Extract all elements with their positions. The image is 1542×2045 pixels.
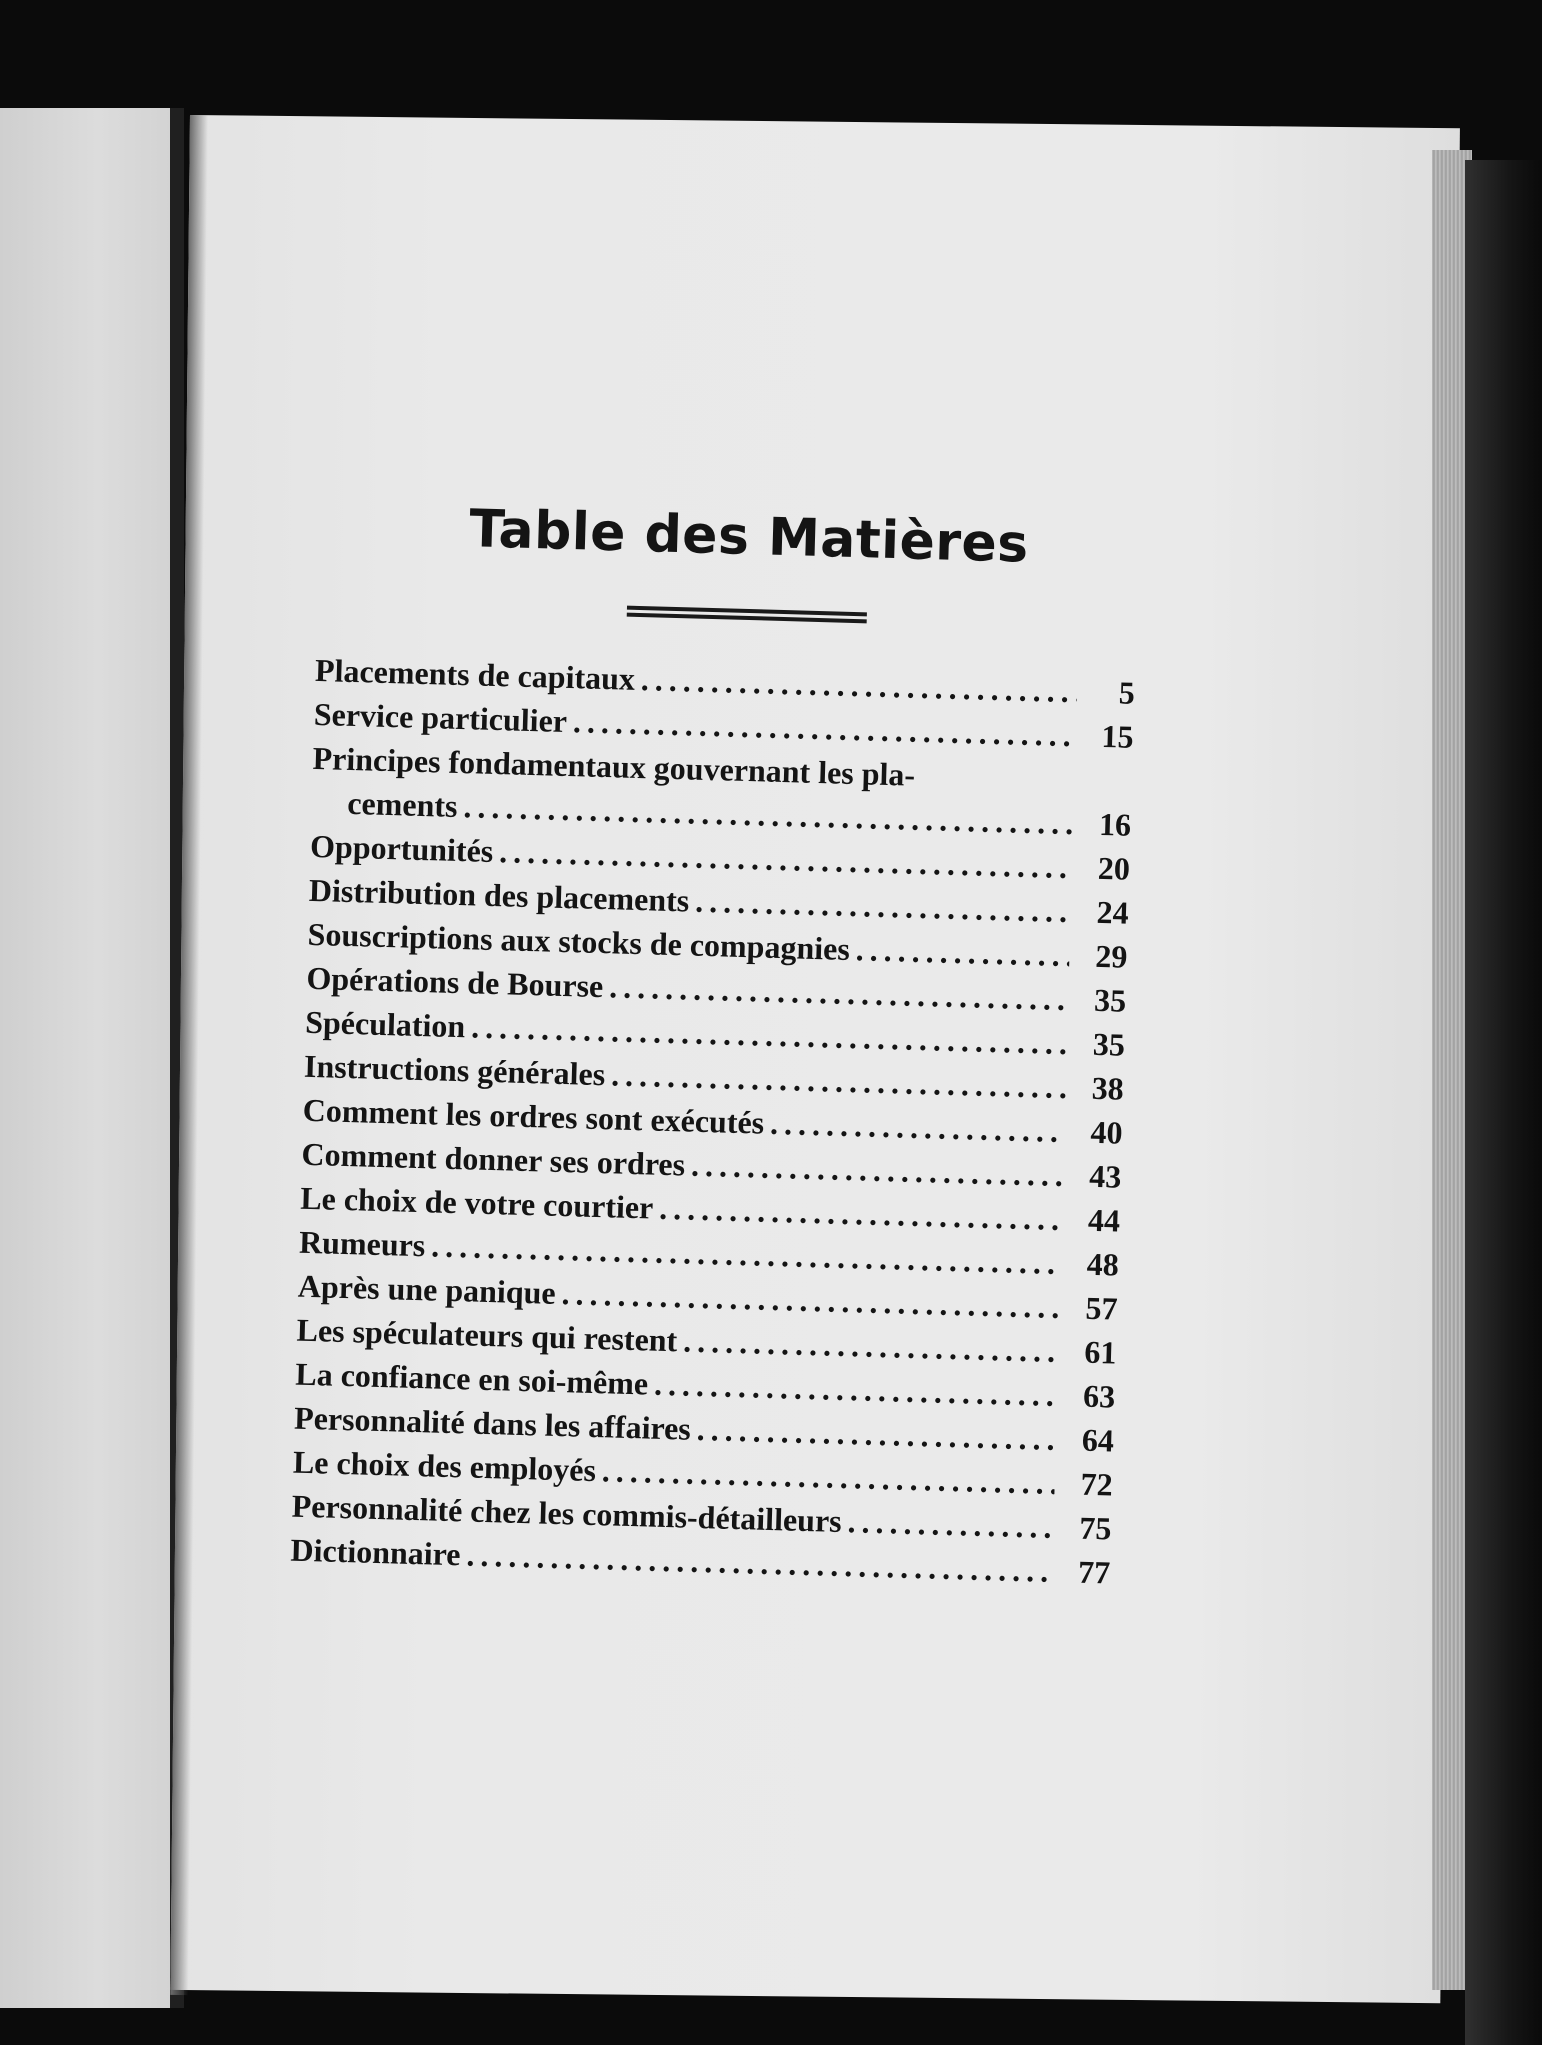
toc-entry-title: La confiance en soi-même (294, 1355, 649, 1402)
toc-entry-page: 40 (1090, 1113, 1124, 1151)
toc-entry-page: 35 (1093, 981, 1127, 1019)
toc-entry-page: 64 (1081, 1421, 1115, 1459)
toc-entry-title: Distribution des placements (308, 871, 690, 919)
toc-entry-page: 48 (1086, 1245, 1120, 1283)
toc-entry-page: 44 (1087, 1201, 1121, 1239)
title-rule (627, 606, 867, 624)
book-cover-edge (1465, 160, 1542, 2045)
toc-leader-dots (847, 1499, 1054, 1549)
toc-entry-page: 57 (1085, 1289, 1119, 1327)
toc-entry-page: 20 (1097, 849, 1131, 887)
table-of-contents (290, 495, 1140, 1594)
toc-entry-title: Les spéculateurs qui restent (296, 1311, 678, 1359)
toc-list (290, 648, 1135, 1595)
toc-entry-page: 15 (1101, 717, 1135, 755)
toc-entry-page: 63 (1082, 1377, 1116, 1415)
toc-entry-page: 16 (1098, 805, 1132, 843)
toc-entry-title: Le choix des employés (292, 1443, 597, 1489)
toc-entry-page: 43 (1088, 1157, 1122, 1195)
toc-entry-title: Principes fondamentaux gouvernant les pla- (312, 739, 916, 793)
toc-entry-title: Personnalité chez les commis-détailleurs (291, 1487, 843, 1539)
toc-entry-page: 75 (1078, 1509, 1112, 1547)
toc-entry-title: Personnalité dans les affaires (293, 1399, 692, 1447)
page-title: Table des Matières (468, 499, 1030, 575)
toc-entry-page: 29 (1094, 937, 1128, 975)
toc-entry-page: 61 (1083, 1333, 1117, 1371)
toc-entry-title: Instructions générales (303, 1047, 606, 1093)
toc-entry-title: Service particulier (313, 695, 568, 739)
toc-entry-title: Opérations de Bourse (306, 959, 604, 1005)
toc-entry-page: 72 (1080, 1465, 1114, 1503)
toc-entry-page: 24 (1096, 893, 1130, 931)
toc-entry-title: Comment les ordres sont exécutés (302, 1091, 765, 1141)
toc-entry-page: 35 (1092, 1025, 1126, 1063)
toc-entry-title: Comment donner ses ordres (301, 1135, 686, 1183)
toc-entry-page: 38 (1091, 1069, 1125, 1107)
toc-entry-title: Placements de capitaux (314, 651, 636, 697)
toc-entry-title: Dictionnaire (290, 1531, 462, 1573)
toc-entry-title: Après une panique (297, 1267, 557, 1311)
toc-leader-dots (855, 927, 1070, 977)
toc-entry-page: 77 (1077, 1553, 1111, 1591)
toc-entry-continuation: cements (346, 784, 459, 824)
toc-entry-title: Rumeurs (298, 1223, 426, 1264)
toc-entry-title: Opportunités (309, 827, 494, 869)
toc-entry-page: 5 (1118, 674, 1136, 711)
toc-entry-title: Souscriptions aux stocks de compagnies (307, 915, 851, 967)
left-page (0, 108, 178, 2008)
toc-entry-title: Spéculation (304, 1003, 466, 1045)
toc-entry-title: Le choix de votre courtier (299, 1179, 654, 1226)
